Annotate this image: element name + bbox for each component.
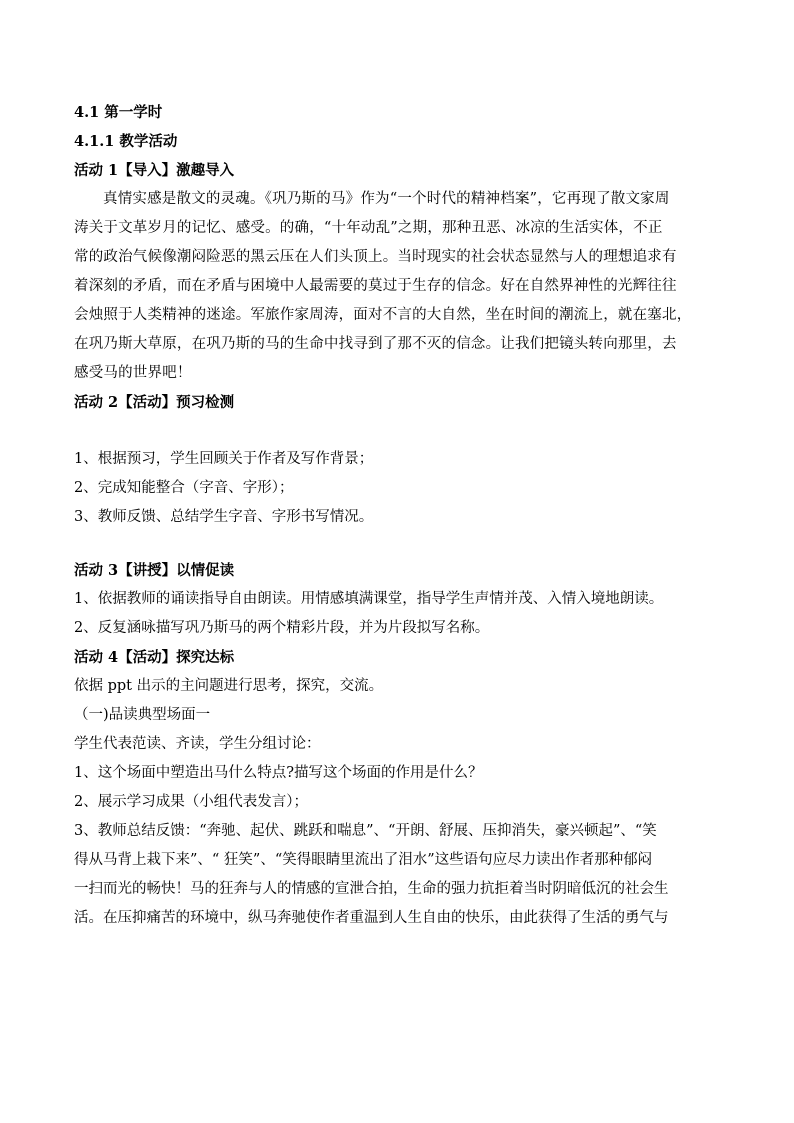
paragraph-line: 1、这个场面中塑造出马什么特点?描写这个场面的作用是什么？ [74,765,483,781]
section-heading: 4.1 第一学时 [74,104,163,121]
list-item: 2、完成知能整合（字音、字形）； [74,480,294,496]
list-item: 2、反复涵咏描写巩乃斯马的两个精彩片段，并为片段拟写名称。 [74,620,490,636]
paragraph-line: 常的政治气候像潮闷险恶的黑云压在人们头顶上。当时现实的社会状态显然与人的理想追求有 [74,249,677,265]
activity4-body [74,672,724,933]
paragraph-line: 在巩乃斯大草原，在巩乃斯的马的生命中找寻到了那不灭的信念。让我们把镜头转向那里，去 [74,336,677,352]
spacer [74,417,724,445]
paragraph-line: 3、教师总结反馈：“奔驰、起伏、跳跃和喘息”、“开朗、舒展、压抑消失，豪兴顿起”、“笑 [74,823,657,839]
activity2-title: 活动 2【活动】预习检测 [74,394,235,411]
paragraph-line: （一)品读典型场面一 [74,707,211,723]
activity1-paragraph [74,185,724,388]
paragraph-line: 活。在压抑痛苦的环境中，纵马奔驰使作者重温到人生自由的快乐，由此获得了生活的勇气与 [74,910,669,926]
paragraph-line: 学生代表范读、齐读，学生分组讨论： [74,736,321,752]
paragraph-line: 依据 ppt 出示的主问题进行思考，探究，交流。 [74,678,384,694]
paragraph-line: 得从马背上栽下来”、“ 狂笑”、“笑得眼睛里流出了泪水”这些语句应尽力读出作者那种郁闷 [74,852,653,868]
paragraph-line: 感受马的世界吧！ [74,365,192,381]
activity1-title: 活动 1【导入】激趣导入 [74,162,235,179]
list-item: 1、依据教师的诵读指导自由朗读。用情感填满课堂，指导学生声情并茂、入情入境地朗读。 [74,591,664,607]
subsection-heading: 4.1.1 教学活动 [74,133,178,150]
paragraph-line: 一扫而光的畅快！马的狂奔与人的情感的宣泄合拍，生命的强力抗拒着当时阴暗低沉的社会生 [74,881,669,897]
activity3-list [74,585,724,643]
activity4-title: 活动 4【活动】探究达标 [74,649,235,666]
paragraph-line: 真情实感是散文的灵魂。《巩乃斯的马》作为“一个时代的精神档案”，它再现了散文家周 [103,191,670,207]
paragraph-line: 2、展示学习成果（小组代表发言）； [74,794,308,810]
paragraph-line: 会烛照于人类精神的迷途。军旅作家周涛，面对不言的大自然，坐在时间的潮流上，就在塞北， [74,307,692,323]
paragraph-line: 着深刻的矛盾，而在矛盾与困境中人最需要的莫过于生存的信念。好在自然界神性的光辉往往 [74,278,677,294]
document-page [74,98,724,933]
spacer [74,532,724,556]
list-item: 3、教师反馈、总结学生字音、字形书写情况。 [74,509,374,525]
activity2-list [74,445,724,532]
paragraph-line: 涛关于文革岁月的记忆、感受。的确，“十年动乱”之期，那种丑恶、冰凉的生活实体，不正 [74,220,663,236]
list-item: 1、根据预习，学生回顾关于作者及写作背景； [74,451,374,467]
activity3-title: 活动 3【讲授】以情促读 [74,562,235,579]
